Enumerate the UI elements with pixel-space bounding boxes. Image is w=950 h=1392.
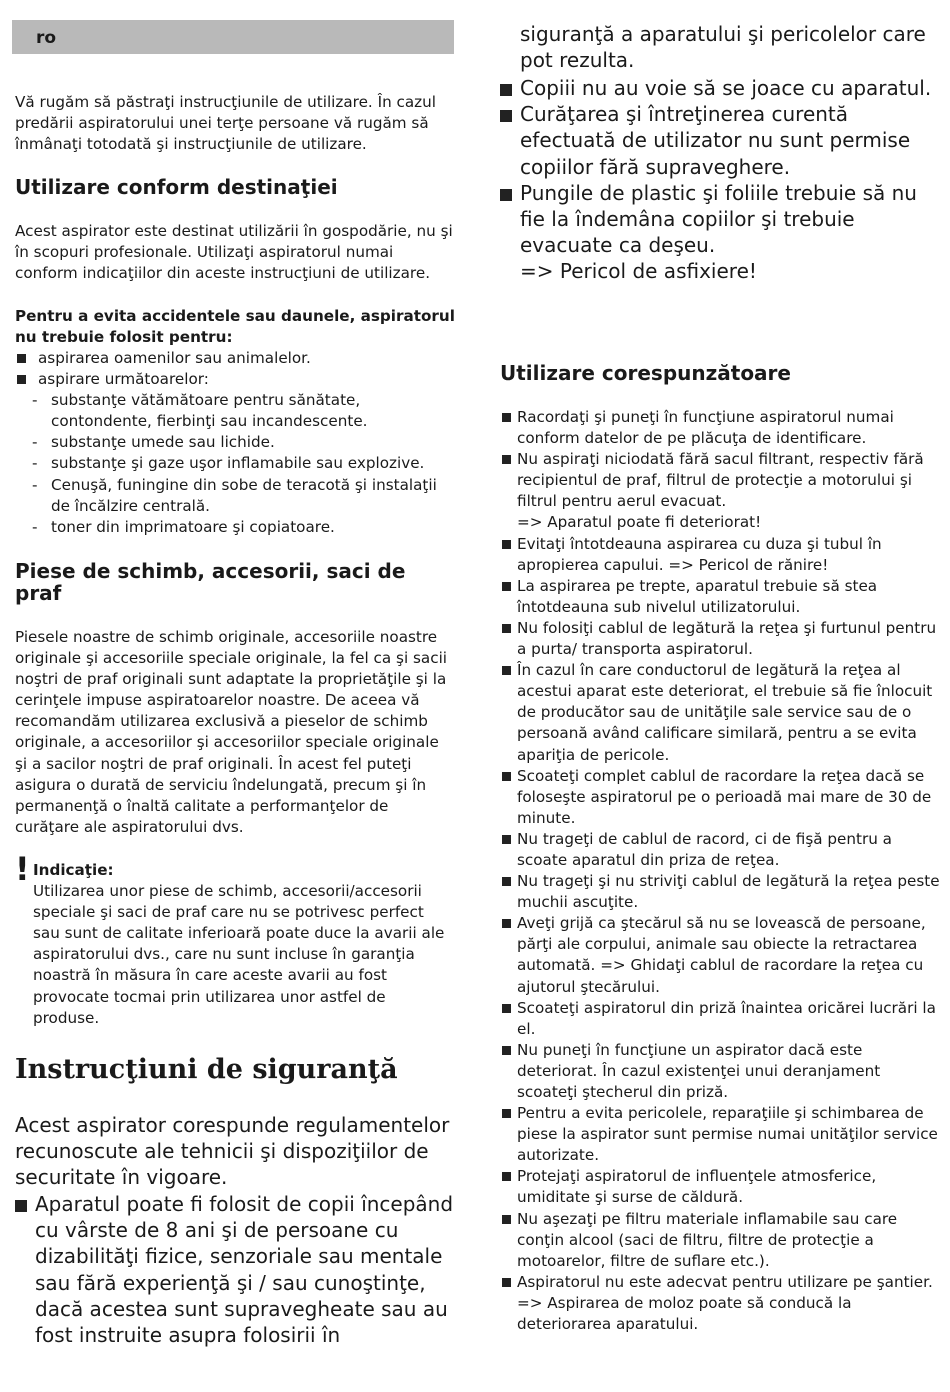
language-header-bar (12, 20, 454, 54)
list-item: - Cenuşă, funingine din sobe de teracotă şi instalaţii de încălzire centrală. (15, 475, 455, 517)
safety-list-cont (500, 75, 940, 285)
usage-paragraph: Acest aspirator este destinat utilizării în gospodărie, nu şi în scopuri profesionale. Utilizaţi aspiratorul numai conform indicaţiilor din aceste instrucţiuni de utilizare. (15, 222, 453, 283)
safety-list-start (15, 1191, 455, 1348)
list-item: aspirare următoarelor: (15, 369, 455, 390)
list-item: Nu trageţi şi nu striviţi cablul de legătură la reţea peste muchii ascuţite. (500, 871, 940, 913)
asphyxia-warning: => Pericol de asfixiere! (520, 259, 757, 284)
note-text: Utilizarea unor piese de schimb, accesorii/accesorii speciale şi saci de praf care nu se potrivesc perfect sau sunt de calitate inferioară poate duce la avarii ale aspiratorului dvs., care nu sunt incluse în garanţia noastră în măsura în care aceste avarii au fost provocate tocmai prin utilizarea unor astfel de produse. (33, 882, 445, 1027)
correct-use-list (500, 407, 940, 1335)
list-item: Nu puneţi în funcţiune un aspirator dacă este deteriorat. În cazul existenţei unui deranjament scoateţi ştecherul din priză. (500, 1040, 940, 1103)
list-item: Pentru a evita pericolele, reparaţiile şi schimbarea de piese la aspirator sunt permise numai unităţilor service autorizate. (500, 1103, 940, 1166)
heading-safety: Instrucţiuni de siguranţă (15, 1054, 398, 1085)
list-item-text: Pungile de plastic şi foliile trebuie să nu fie la îndemâna copiilor şi trebuie evacuate ca deşeu. (520, 180, 917, 258)
list-item: Scoateţi complet cablul de racordare la reţea dacă se foloseşte aspiratorul pe o perioadă mai mare de 30 de minute. (500, 766, 940, 829)
list-item: Scoateţi aspiratorul din priză înaintea oricărei lucrări la el. (500, 998, 940, 1040)
heading-parts: Piese de schimb, accesorii, saci de praf (15, 559, 406, 605)
note-block (15, 850, 455, 1029)
exclamation-icon: ! (15, 850, 30, 888)
list-item: Nu folosiţi cablul de legătură la reţea şi furtunul pentru a purta/ transporta aspiratorul. (500, 618, 940, 660)
list-item: Nu trageţi de cablul de racord, ci de fişă pentru a scoate aparatul din priza de reţea. (500, 829, 940, 871)
list-item-warning: => Aparatul poate fi deteriorat! (517, 513, 762, 532)
list-item-warning: => Aspirarea de moloz poate să conducă la deteriorarea aparatului. (517, 1293, 852, 1334)
list-item (500, 449, 940, 533)
list-item: aspirarea oamenilor sau animalelor. (15, 348, 455, 369)
intro-paragraph: Vă rugăm să păstraţi instrucţiunile de utilizare. În cazul predării aspiratorului unei terţe persoane vă rugăm să înmânaţi totodată şi instrucţiunile de utilizare. (15, 93, 436, 154)
list-item: Aveţi grijă ca ştecărul să nu se lovească de persoane, părţi ale corpului, animale sau obiecte la retractarea automată. => Ghidaţi cablul de racordare la reţea cu ajutorul ştecărului. (500, 913, 940, 997)
list-item-text: Nu aspiraţi niciodată fără sacul filtrant, respectiv fără recipientul de praf, filtrul de protecţie a motorului şi filtrul pentru aerul evacuat. (517, 450, 924, 511)
list-item (500, 1272, 940, 1335)
list-item (500, 180, 940, 285)
note-title: Indicaţie: (33, 861, 114, 879)
list-item: Protejaţi aspiratorul de influenţele atmosferice, umiditate şi surse de căldură. (500, 1166, 940, 1208)
list-item: - substanţe şi gaze uşor inflamabile sau explozive. (15, 453, 455, 474)
parts-paragraph: Piesele noastre de schimb originale, accesoriile noastre originale şi accesoriile speciale originale, la fel ca şi sacii noştri de praf originali sunt adaptate la proprietăţile şi la cerinţele impuse aspiratoarelor noastre. De aceea vă recomandăm utilizarea exclusivă a pieselor de schimb originale, a accesoriilor şi accesoriilor speciale originale şi a sacilor noştri de praf originali. În acest fel puteţi asigura o durată de serviciu îndelungată, precum şi în permanenţă o înaltă calitate a performanţelor de curăţare ale aspiratorului dvs. (15, 628, 448, 836)
list-item: Copiii nu au voie să se joace cu aparatul. (500, 75, 940, 101)
avoid-sublist (15, 390, 455, 538)
safety-intro: Acest aspirator corespunde regulamentelor recunoscute ale tehnicii şi dispoziţiilor de securitate în vigoare. (15, 1113, 450, 1190)
heading-usage: Utilizare conform destinaţiei (15, 175, 338, 199)
list-item: Aparatul poate fi folosit de copii începând cu vârste de 8 ani şi de persoane cu dizabilităţi fizice, senzoriale sau mentale sau fără experienţă şi / sau cunoştinţe, dacă acestea sunt supravegheate sau au fost instruite asupra folosirii în (15, 1191, 455, 1348)
list-item: Curăţarea şi întreţinerea curentă efectuată de utilizator nu sunt permise copiilor fără supraveghere. (500, 101, 940, 180)
safety-continued: siguranţă a aparatului şi pericolelor care pot rezulta. (520, 22, 926, 73)
list-item-text: Aspiratorul nu este adecvat pentru utilizare pe şantier. (517, 1272, 933, 1291)
avoid-list (15, 348, 455, 390)
list-item: - toner din imprimatoare şi copiatoare. (15, 517, 455, 538)
list-item: Nu aşezaţi pe filtru materiale inflamabile sau care conţin alcool (saci de filtru, filtre de protecţie a motoarelor, filtre de suflare etc.). (500, 1209, 940, 1272)
list-item: Racordaţi şi puneţi în funcţiune aspiratorul numai conform datelor de pe plăcuţa de identificare. (500, 407, 940, 449)
list-item: În cazul în care conductorul de legătură la reţea al acestui aparat este deteriorat, el trebuie să fie înlocuit de producător sau de unităţile sale service sau de o persoană având calificare similară, pentru a se evita apariţia de pericole. (500, 660, 940, 765)
avoid-title: Pentru a evita accidentele sau daunele, aspiratorul nu trebuie folosit pentru: (15, 307, 455, 347)
list-item: La aspirarea pe trepte, aparatul trebuie să stea întotdeauna sub nivelul utilizatorului. (500, 576, 940, 618)
list-item: Evitaţi întotdeauna aspirarea cu duza şi tubul în apropierea capului. => Pericol de rănire! (500, 534, 940, 576)
language-code: ro (36, 28, 57, 48)
heading-correct-use: Utilizare corespunzătoare (500, 361, 791, 385)
list-item: - substanţe vătămătoare pentru sănătate, contondente, fierbinţi sau incandescente. (15, 390, 455, 432)
list-item: - substanţe umede sau lichide. (15, 432, 455, 453)
